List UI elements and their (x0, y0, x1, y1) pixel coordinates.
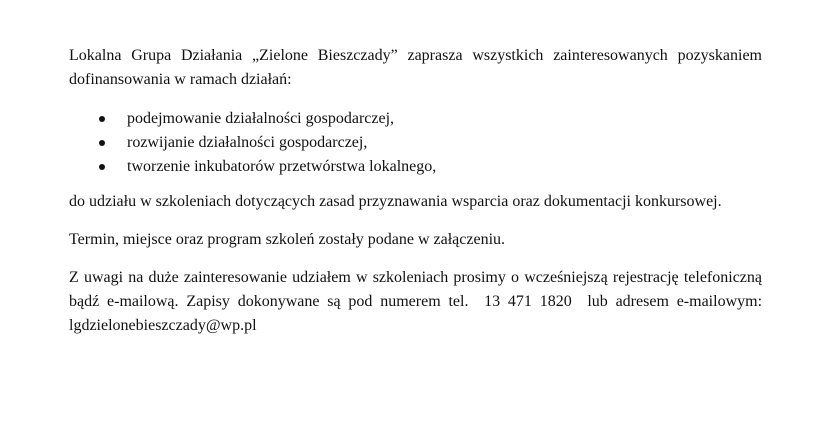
list-item-text: podejmowanie działalności gospodarczej, (127, 110, 395, 127)
bullet-icon (99, 164, 105, 170)
action-list (69, 107, 762, 179)
list-item (69, 155, 762, 179)
document-page (69, 44, 762, 338)
bullet-icon (99, 116, 105, 122)
registration-paragraph (69, 266, 762, 338)
intro-paragraph: Lokalna Grupa Działania „Zielone Bieszczady” zaprasza wszystkich zainteresowanych pozyskaniem dofinansowania w ramach działań: (69, 47, 762, 88)
registration-connector: lub adresem e-mailowym: (587, 293, 763, 310)
list-item (69, 107, 762, 131)
bullet-icon (99, 140, 105, 146)
phone-number: 13 471 1820 (484, 293, 572, 310)
list-item-text: rozwijanie działalności gospodarczej, (127, 134, 368, 151)
purpose-paragraph: do udziału w szkoleniach dotyczących zasad przyznawania wsparcia oraz dokumentacji konkursowej. (69, 193, 722, 210)
list-item-text: tworzenie inkubatorów przetwórstwa lokalnego, (127, 158, 437, 175)
email-address: lgdzielonebieszczady@wp.pl (69, 317, 257, 334)
list-item (69, 131, 762, 155)
registration-text: Z uwagi na duże zainteresowanie udziałem w szkoleniach prosimy o wcześniejszą rejestrację telefoniczną bądź e-mailową. Zapisy dokonywane są pod numerem tel. (69, 269, 762, 310)
schedule-note: Termin, miejsce oraz program szkoleń zostały podane w załączeniu. (69, 231, 506, 248)
